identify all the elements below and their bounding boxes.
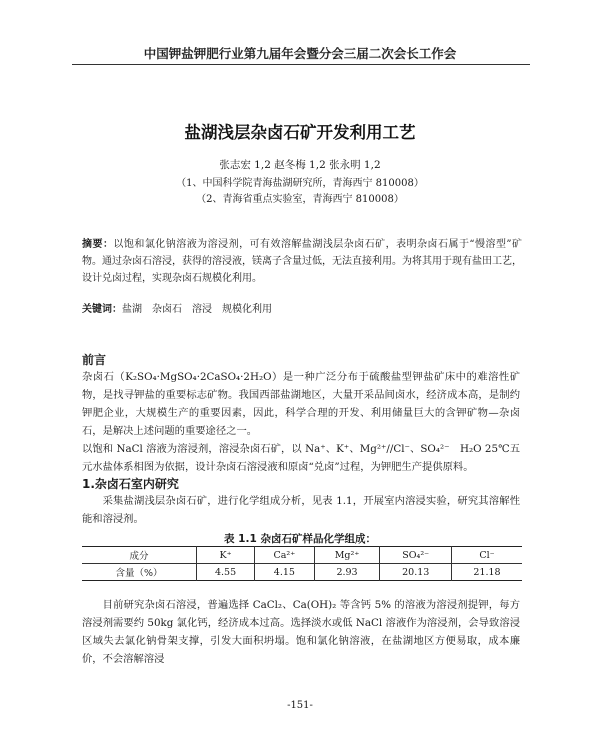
- affiliation-2: （2、青海省重点实验室，青海西宁 810008）: [196, 194, 404, 205]
- keywords-label: 关键词：: [82, 304, 122, 315]
- page-number: -151-: [287, 700, 313, 711]
- abstract: [82, 236, 522, 287]
- section-1-paragraph-1: 采集盐湖浅层杂卤石矿，进行化学组成分析，见表 1.1，开展室内溶浸实验，研究其溶解性能和溶浸剂。: [82, 495, 520, 525]
- paper-title: 盐湖浅层杂卤石矿开发利用工艺: [184, 123, 416, 142]
- table-header-cell: Ca²⁺: [255, 547, 314, 564]
- table-row: [82, 564, 522, 581]
- keywords-text: 盐湖 杂卤石 溶浸 规模化利用: [122, 304, 272, 315]
- abstract-text: 以饱和氯化钠溶液为溶浸剂，可有效溶解盐湖浅层杂卤石矿，表明杂卤石属于“慢溶型”矿物。通过杂卤石溶浸，获得的溶浸液，镁离子含量过低，无法直接利用。为将其用于现有盐田工艺，设计兑卤过程，实现杂卤石规模化利用。: [82, 239, 522, 284]
- table-caption: 表 1.1 杂卤石矿样品化学组成：: [224, 533, 376, 545]
- table-cell: 20.13: [380, 564, 452, 581]
- intro-paragraph-1: 杂卤石（K₂SO₄·MgSO₄·2CaSO₄·2H₂O）是一种广泛分布于硫酸盐型钾盐矿床中的难溶性矿物，是找寻钾盐的重要标志矿物。我国西部盐湖地区，大量开采品间卤水，经济成本高，是制约钾肥企业，大规模生产的重要因素，因此，科学合理的开发、利用储量巨大的含钾矿物—杂卤石，是解决上述问题的重要途径之一。: [82, 371, 520, 437]
- abstract-label: 摘要：: [82, 239, 114, 250]
- table-cell: 2.93: [314, 564, 380, 581]
- section-1-heading: 1.杂卤石室内研究: [82, 477, 179, 491]
- composition-table: [82, 546, 522, 581]
- header-rule: [72, 64, 530, 65]
- intro-heading: 前言: [82, 353, 107, 367]
- running-header: 中国钾盐钾肥行业第九届年会暨分会三届二次会长工作会: [143, 46, 457, 61]
- table-cell: 4.55: [197, 564, 255, 581]
- keywords: [82, 300, 522, 315]
- section-1-paragraph-2: 目前研究杂卤石溶浸，普遍选择 CaCl₂、Ca(OH)₂ 等含钙 5% 的溶液为溶浸剂提钾，每方溶浸剂需要约 50kg 氯化钙，经济成本过高。选择淡水或低 NaCl 溶液作为溶浸剂，会导致溶浸区域失去氯化钠骨架支撑，引发大面积坍塌。饱和氯化钠溶液，在盐湖地区方便易取，成本廉价，不会溶解溶浸: [82, 599, 520, 665]
- authors: 张志宏 1,2 赵冬梅 1,2 张永明 1,2: [219, 159, 381, 171]
- table-header-cell: Mg²⁺: [314, 547, 380, 564]
- table-header-row: [82, 547, 522, 564]
- table-cell: 含量（%）: [115, 568, 163, 579]
- table-cell: 21.18: [452, 564, 522, 581]
- table-cell: 4.15: [255, 564, 314, 581]
- table-header-cell: SO₄²⁻: [380, 547, 452, 564]
- table-header-cell: 成分: [82, 547, 197, 564]
- table-header-cell: K⁺: [197, 547, 255, 564]
- table-header-cell: Cl⁻: [452, 547, 522, 564]
- affiliation-1: （1、中国科学院青海盐湖研究所，青海西宁 810008）: [176, 178, 424, 189]
- intro-paragraph-2: 以饱和 NaCl 溶液为溶浸剂，溶浸杂卤石矿，以 Na⁺、K⁺、Mg²⁺//Cl⁻、SO₄²⁻ H₂O 25℃五元水盐体系相图为依据，设计杂卤石溶浸液和原卤“兑卤”过程，为钾肥生产提供原料。: [82, 443, 520, 473]
